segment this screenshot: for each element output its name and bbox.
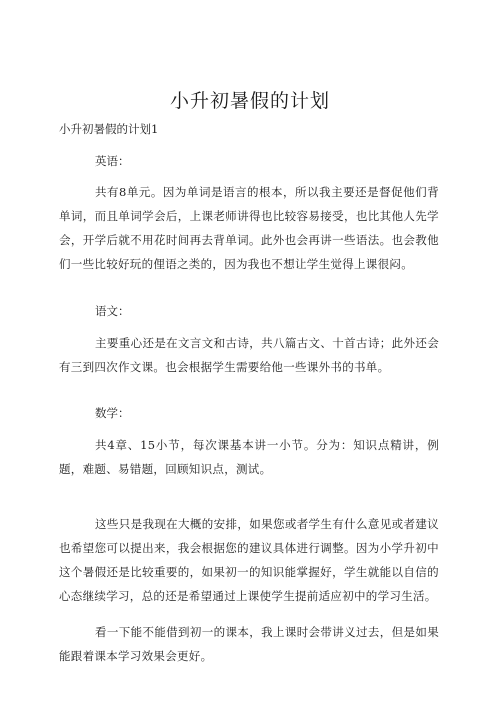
document-subtitle: 小升初暑假的计划1 [59, 122, 159, 136]
section-paragraph-chinese: 主要重心还是在文言文和古诗，共八篇古文、十首古诗；此外还会有三到四次作文课。也会根据学生需要给他一些课外书的书单。 [59, 336, 439, 374]
section-heading-math: 数学： [95, 406, 130, 420]
section-heading-english: 英语： [95, 154, 130, 168]
closing-paragraph: 看一下能不能借到初一的课本，我上课时会带讲义过去，但是如果能跟着课本学习效果会更好。 [59, 625, 439, 663]
section-heading-chinese: 语文： [95, 304, 130, 318]
section-paragraph-english: 共有8单元。因为单词是语言的根本，所以我主要还是督促他们背单词，而且单词学会后，上课老师讲得也比较容易接受，也比其他人先学会，开学后就不用花时间再去背单词。此外也会再讲一些语法。也会教他们一些比较好玩的俚语之类的，因为我也不想让学生觉得上课很闷。 [59, 185, 439, 271]
closing-paragraph: 这些只是我现在大概的安排，如果您或者学生有什么意见或者建议也希望您可以提出来，我会根据您的建议具体进行调整。因为小学升初中这个暑假还是比较重要的，如果初一的知识能掌握好，学生就能以自信的心态继续学习，总的还是希望通过上课使学生提前适应初中的学习生活。 [59, 517, 439, 603]
document-title: 小升初暑假的计划 [169, 90, 330, 112]
section-paragraph-math: 共4章、15小节，每次课基本讲一小节。分为：知识点精讲，例题，难题、易错题，回顾知识点，测试。 [59, 438, 439, 476]
